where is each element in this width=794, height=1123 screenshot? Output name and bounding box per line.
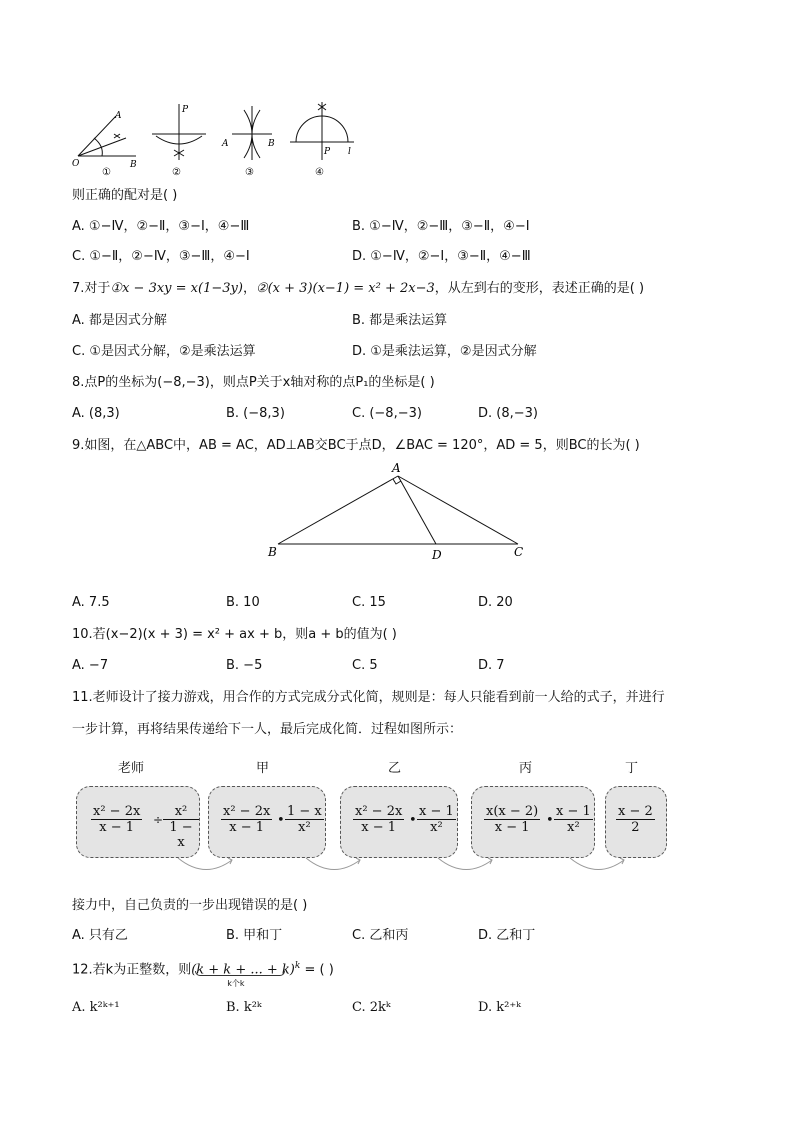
q8-option-a[interactable]: A. (8,3) <box>72 406 120 421</box>
circled-2: ② <box>172 167 181 178</box>
q9-label-D: D <box>432 548 442 562</box>
q12-expression <box>191 956 301 988</box>
relay-box-teacher: $\frac{\text{x² − 2x}}{x - 1}$ ÷ $\frac{\text{x²}}{1 - x}$ <box>76 786 200 858</box>
label-B1: B <box>130 160 137 170</box>
q9-option-d[interactable]: D. 20 <box>478 595 513 610</box>
label-P2: P <box>182 105 189 115</box>
q6-option-a[interactable]: A. ①−Ⅳ，②−Ⅱ，③−Ⅰ，④−Ⅲ <box>72 219 250 234</box>
fig-perpendicular-on-line <box>290 102 354 160</box>
q12-option-c[interactable]: C. 2kᵏ <box>352 1000 391 1015</box>
q10-question: 10.若(x−2)(x + 3) = x² + ax + b，则a + b的值为( ) <box>72 627 397 642</box>
q7-option-a[interactable]: A. 都是因式分解 <box>72 313 167 328</box>
person-jia: 甲 <box>256 761 270 776</box>
q11-option-b[interactable]: B. 甲和丁 <box>226 928 283 943</box>
q7-question <box>72 279 644 299</box>
q12-text-b: = ( ) <box>300 962 334 978</box>
q12-question <box>72 956 334 988</box>
relay-box-yi: $\frac{\text{x² − 2x}}{x - 1}$ • $\frac{x - 1}{\text{x²}}$ <box>340 786 458 858</box>
q6-option-d[interactable]: D. ①−Ⅳ，②−Ⅰ，③−Ⅱ，④−Ⅲ <box>352 249 531 264</box>
circled-3: ③ <box>245 167 254 178</box>
q9-label-C: C <box>514 545 524 559</box>
relay-box-jia: $\frac{\text{x² − 2x}}{x - 1}$ • $\frac{1 - x}{\text{x²}}$ <box>208 786 326 858</box>
q7-expr1: ①x − 3xy = x(1−3y) <box>110 281 243 296</box>
q6-option-c[interactable]: C. ①−Ⅱ，②−Ⅳ，③−Ⅲ，④−Ⅰ <box>72 249 250 264</box>
relay-box-bing: $\frac{x(x - 2)}{x - 1}$ • $\frac{x - 1}{\text{x²}}$ <box>471 786 595 858</box>
q9-option-b[interactable]: B. 10 <box>226 595 260 610</box>
label-B3: B <box>268 139 275 149</box>
q10-option-c[interactable]: C. 5 <box>352 658 378 673</box>
q6-prompt: 则正确的配对是( ) <box>72 188 178 203</box>
construction-figures <box>64 98 364 180</box>
person-yi: 乙 <box>388 761 402 776</box>
fig-perpendicular-bisector <box>232 106 272 160</box>
circled-4: ④ <box>315 167 324 178</box>
circled-1: ① <box>102 167 111 178</box>
q11-option-c[interactable]: C. 乙和丙 <box>352 928 409 943</box>
q6-option-b[interactable]: B. ①−Ⅳ，②−Ⅲ，③−Ⅱ，④−Ⅰ <box>352 219 530 234</box>
q7-text-b: ，从左到右的变形，表述正确的是( ) <box>434 281 645 296</box>
q12-exp: k <box>294 961 301 971</box>
q11-line1: 11.老师设计了接力游戏，用合作的方式完成分式化简，规则是：每人只能看到前一人给的式子，并进行 <box>72 690 665 705</box>
relay-box-ding: $\frac{x - 2}{2}$ <box>605 786 667 858</box>
q9-label-B: B <box>268 545 277 559</box>
q9-question: 9.如图，在△ABC中，AB = AC，AD⊥AB交BC于点D，∠BAC = 120°，AD = 5，则BC的长为( ) <box>72 438 640 453</box>
q8-option-c[interactable]: C. (−8,−3) <box>352 406 422 421</box>
q12-under: k个k <box>227 979 245 988</box>
fig-angle-bisector <box>78 116 136 156</box>
q11-line2: 一步计算，再将结果传递给下一人，最后完成化简．过程如图所示： <box>72 722 463 737</box>
teacher-frac-2: $\frac{\text{x²}}{1 - x}$ <box>163 804 199 850</box>
q9-label-A: A <box>392 461 401 475</box>
q7-number: 7. <box>72 281 85 296</box>
q12-text-a: 12.若k为正整数，则 <box>72 962 192 978</box>
q12-option-b[interactable]: B. k²ᵏ <box>226 1000 262 1015</box>
q7-sep: ， <box>242 281 256 296</box>
person-bing: 丙 <box>519 761 533 776</box>
q12-option-d[interactable]: D. k²⁺ᵏ <box>478 1000 521 1015</box>
q10-option-d[interactable]: D. 7 <box>478 658 505 673</box>
label-A3: A <box>222 139 229 149</box>
q11-after: 接力中，自己负责的一步出现错误的是( ) <box>72 898 308 913</box>
q7-option-d[interactable]: D. ①是乘法运算，②是因式分解 <box>352 344 537 359</box>
label-l: l <box>348 147 351 157</box>
q9-option-c[interactable]: C. 15 <box>352 595 386 610</box>
q8-question: 8.点P的坐标为(−8,−3)，则点P关于x轴对称的点P₁的坐标是( ) <box>72 375 435 390</box>
q10-option-a[interactable]: A. −7 <box>72 658 109 673</box>
relay-arrows <box>0 852 794 886</box>
person-teacher: 老师 <box>118 761 145 776</box>
q7-expr2: ②(x + 3)(x−1) = x² + 2x−3 <box>255 281 435 296</box>
q12-expr: (k + k + ... + k) <box>191 962 295 978</box>
q7-option-b[interactable]: B. 都是乘法运算 <box>352 313 448 328</box>
q11-option-a[interactable]: A. 只有乙 <box>72 928 128 943</box>
person-ding: 丁 <box>625 761 639 776</box>
q9-triangle-figure <box>262 460 534 564</box>
q12-option-a[interactable]: A. k²ᵏ⁺¹ <box>72 1000 120 1015</box>
q7-text-a: 对于 <box>84 281 111 296</box>
q8-option-b[interactable]: B. (−8,3) <box>226 406 285 421</box>
q11-option-d[interactable]: D. 乙和丁 <box>478 928 536 943</box>
q9-option-a[interactable]: A. 7.5 <box>72 595 110 610</box>
label-O: O <box>72 159 80 169</box>
q10-option-b[interactable]: B. −5 <box>226 658 263 673</box>
label-P4: P <box>324 147 331 157</box>
fig-perpendicular-point <box>152 104 206 160</box>
q8-option-d[interactable]: D. (8,−3) <box>478 406 538 421</box>
teacher-frac-1: $\frac{\text{x² − 2x}}{x - 1}$ <box>93 804 141 835</box>
q7-option-c[interactable]: C. ①是因式分解，②是乘法运算 <box>72 344 256 359</box>
label-A1: A <box>115 111 122 121</box>
